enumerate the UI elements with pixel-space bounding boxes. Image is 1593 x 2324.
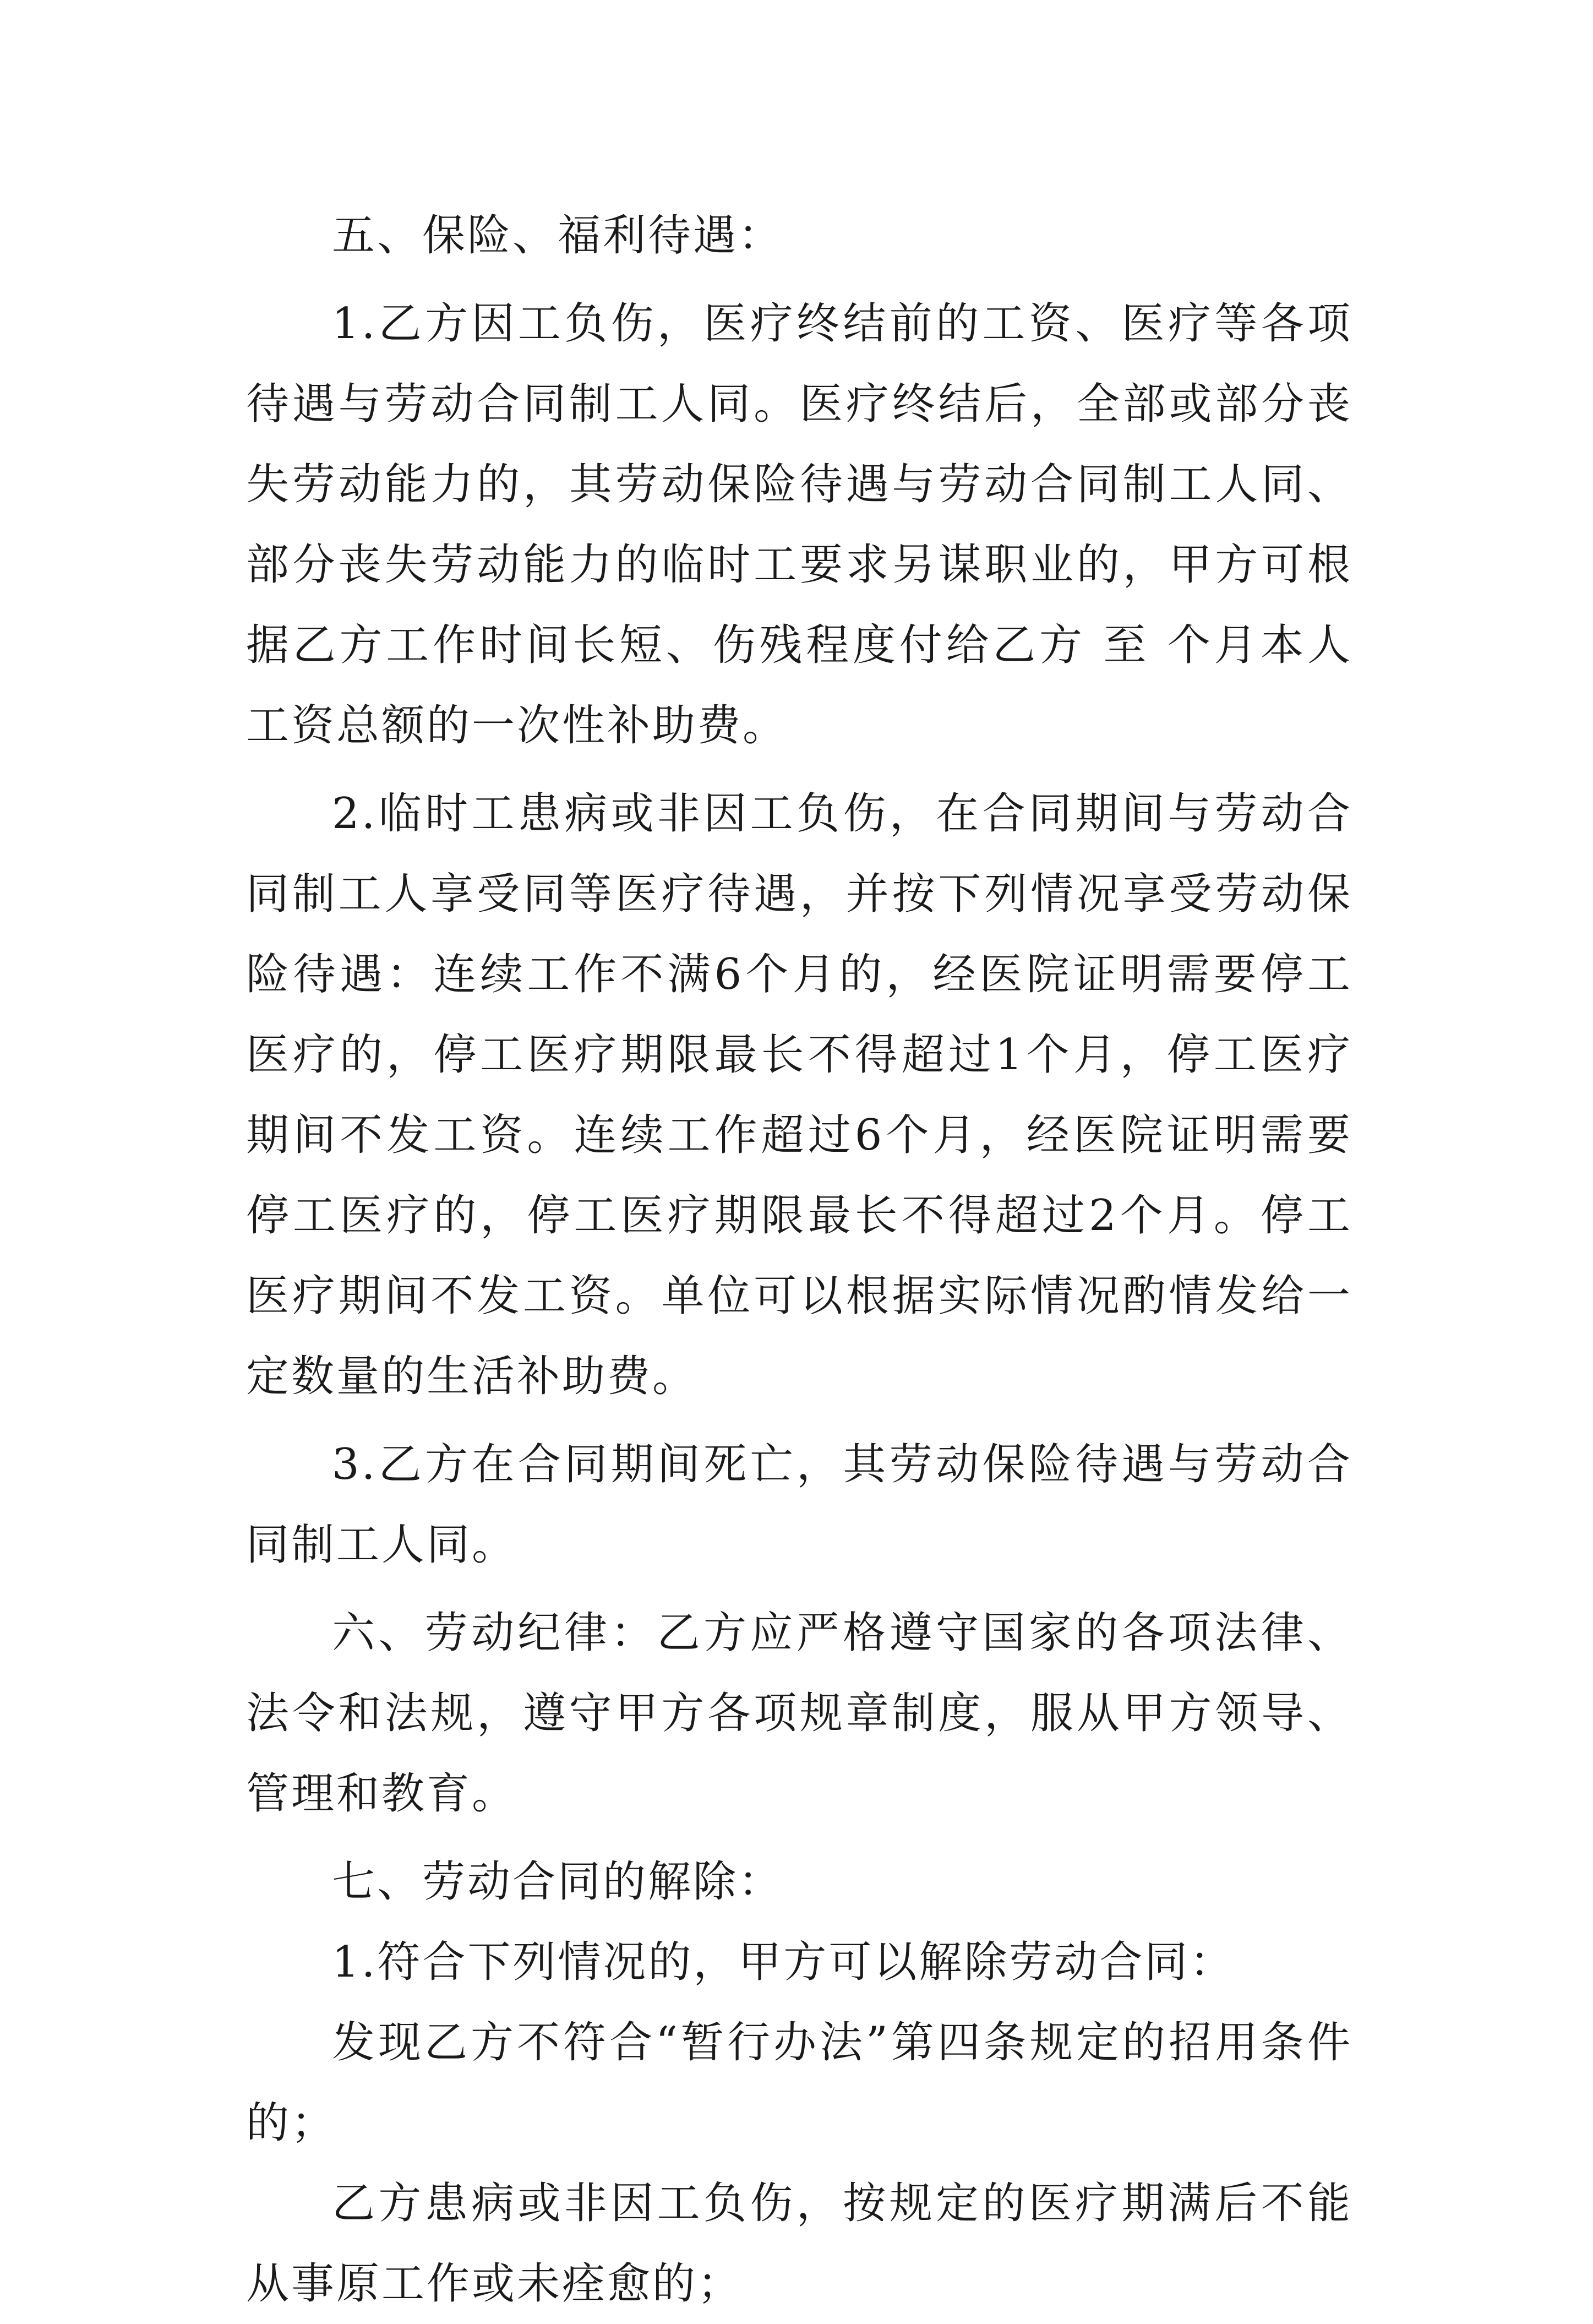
section-heading-discipline: 六、劳动纪律：乙方应严格遵守国家的各项法律、法令和法规，遵守甲方各项规章制度，服从甲方领导、管理和教育。 [246,1608,1352,1819]
document-body [246,195,1352,2324]
section-heading-termination: 七、劳动合同的解除： [332,1857,784,1907]
clause-termination-conditions: 1.符合下列情况的，甲方可以解除劳动合同： [332,1937,1235,1987]
section-heading-insurance: 五、保险、福利待遇： [332,211,784,260]
clause-work-injury: 1.乙方因工负伤，医疗终结前的工资、医疗等各项待遇与劳动合同制工人同。医疗终结后，全部或部分丧失劳动能力的，其劳动保险待遇与劳动合同制工人同、部分丧失劳动能力的临时工要求另谋职业的，甲方可根据乙方工作时间长短、伤残程度付给乙方 至 个月本人工资总额的一次性补助费。 [246,299,1352,750]
condition-recruitment: 发现乙方不符合“暂行办法”第四条规定的招用条件的； [246,2018,1352,2148]
clause-death: 3.乙方在合同期间死亡，其劳动保险待遇与劳动合同制工人同。 [246,1440,1352,1570]
condition-medical-period: 乙方患病或非因工负伤，按规定的医疗期满后不能从事原工作或未痊愈的； [246,2179,1352,2309]
clause-illness: 2.临时工患病或非因工负伤，在合同期间与劳动合同制工人享受同等医疗待遇，并按下列情况享受劳动保险待遇：连续工作不满6个月的，经医院证明需要停工医疗的，停工医疗期限最长不得超过1个月，停工医疗期间不发工资。连续工作超过6个月，经医院证明需要停工医疗的，停工医疗期限最长不得超过2个月。停工医疗期间不发工资。单位可以根据实际情况酌情发给一定数量的生活补助费。 [246,789,1352,1401]
